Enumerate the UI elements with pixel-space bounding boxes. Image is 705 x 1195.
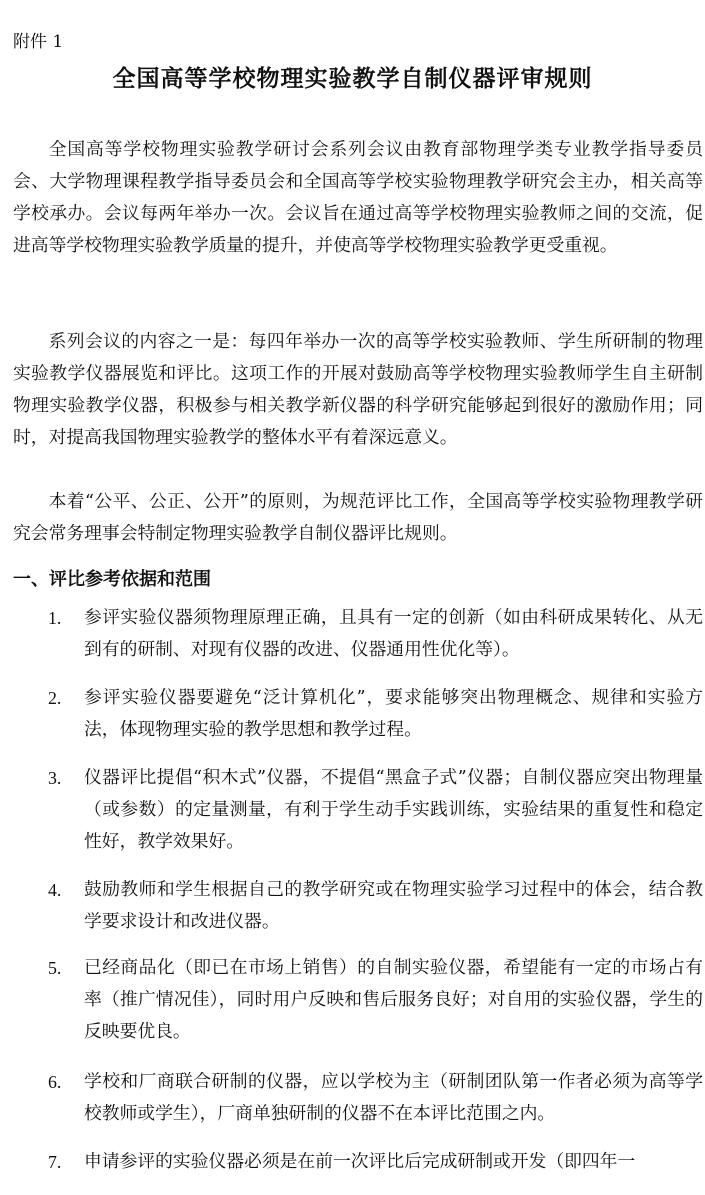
list-item (48, 1146, 703, 1178)
list-item (48, 874, 703, 938)
list-item-number: 2. (48, 688, 62, 708)
list-item-number: 7. (48, 1152, 62, 1172)
list-item (48, 682, 703, 746)
list-item-text: 参评实验仪器须物理原理正确，且具有一定的创新（如由科研成果转化、从无到有的研制、对现有仪器的改进、仪器通用性优化等）。 (84, 607, 703, 660)
list-item-number: 5. (48, 958, 62, 978)
list-item-number: 3. (48, 768, 62, 788)
list-item (48, 762, 703, 858)
list-item-number: 1. (48, 608, 62, 628)
intro-paragraph-3: 本着“公平、公正、公开”的原则，为规范评比工作，全国高等学校实验物理教学研究会常务理事会特制定物理实验教学自制仪器评比规则。 (13, 491, 703, 544)
section-heading: 一、评比参考依据和范围 (13, 569, 211, 590)
list-item (48, 602, 703, 666)
intro-paragraph-2: 系列会议的内容之一是：每四年举办一次的高等学校实验教师、学生所研制的物理实验教学仪器展览和评比。这项工作的开展对鼓励高等学校物理实验教师学生自主研制物理实验教学仪器，积极参与相关教学新仪器的科学研究能够起到很好的激励作用；同时，对提高我国物理实验教学的整体水平有着深远意义。 (13, 331, 703, 448)
list-item-text: 仪器评比提倡“积木式”仪器，不提倡“黑盒子式”仪器；自制仪器应突出物理量（或参数）的定量测量，有利于学生动手实践训练，实验结果的重复性和稳定性好，教学效果好。 (84, 767, 703, 852)
intro-paragraph-1: 全国高等学校物理实验教学研讨会系列会议由教育部物理学类专业教学指导委员会、大学物理课程教学指导委员会和全国高等学校实验物理教学研究会主办，相关高等学校承办。会议每两年举办一次。会议旨在通过高等学校物理实验教师之间的交流，促进高等学校物理实验教学质量的提升，并使高等学校物理实验教学更受重视。 (13, 139, 703, 256)
list-item-text: 参评实验仪器要避免“泛计算机化”，要求能够突出物理概念、规律和实验方法，体现物理实验的教学思想和教学过程。 (84, 687, 703, 740)
list-item-text: 鼓励教师和学生根据自己的教学研究或在物理实验学习过程中的体会，结合教学要求设计和改进仪器。 (84, 879, 703, 932)
list-item (48, 952, 703, 1048)
list-item-text: 学校和厂商联合研制的仪器，应以学校为主（研制团队第一作者必须为高等学校教师或学生），厂商单独研制的仪器不在本评比范围之内。 (84, 1071, 703, 1124)
attachment-label: 附件 1 (13, 32, 64, 52)
list-item-text: 已经商品化（即已在市场上销售）的自制实验仪器，希望能有一定的市场占有率（推广情况佳），同时用户反映和售后服务良好；对自用的实验仪器，学生的反映要优良。 (84, 957, 703, 1042)
list-item-number: 4. (48, 880, 62, 900)
document-title: 全国高等学校物理实验教学自制仪器评审规则 (112, 65, 593, 92)
list-item (48, 1066, 703, 1130)
list-item-number: 6. (48, 1072, 62, 1092)
list-item-text: 申请参评的实验仪器必须是在前一次评比后完成研制或开发（即四年一 (84, 1151, 636, 1172)
